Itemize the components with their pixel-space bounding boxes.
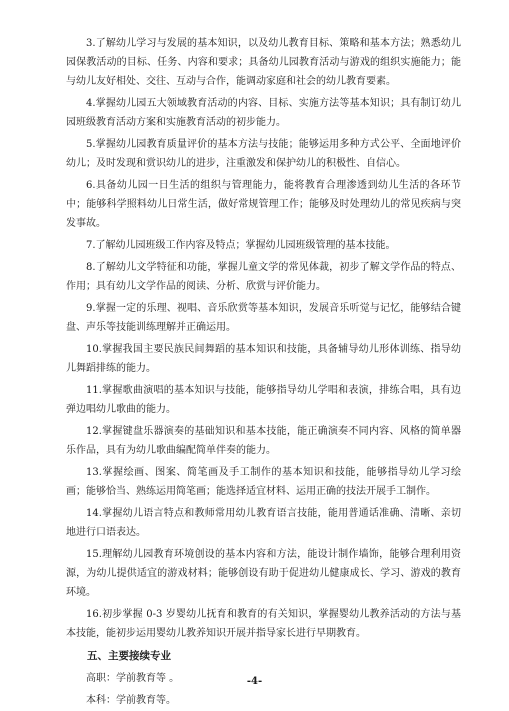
item-7 xyxy=(66,236,461,255)
item-text: 具备幼儿园一日生活的组织与管理能力，能将教育合理渗透到幼儿生活的各环节中；能够科学照料幼儿日常生活，做好常规管理工作；能够及时处理幼儿的常见疾病与突发事故。 xyxy=(66,180,461,229)
item-number: 6. xyxy=(86,180,96,191)
item-13 xyxy=(66,463,461,501)
item-number: 16. xyxy=(86,609,102,620)
item-text: 掌握我国主要民族民间舞蹈的基本知识和技能，具备辅导幼儿形体训练、指导幼儿舞蹈排练的能力。 xyxy=(66,344,461,374)
item-6 xyxy=(66,176,461,233)
item-4 xyxy=(66,94,461,132)
item-11 xyxy=(66,381,461,419)
item-number: 10. xyxy=(86,344,102,355)
item-text: 掌握幼儿园五大领域教育活动的内容、目标、实施方法等基本知识；具有制订幼儿园班级教育活动方案和实施教育活动的初步能力。 xyxy=(66,98,461,128)
item-number: 15. xyxy=(86,549,102,560)
item-8 xyxy=(66,258,461,296)
item-number: 12. xyxy=(86,426,102,437)
item-10 xyxy=(66,340,461,378)
item-number: 14. xyxy=(86,508,102,519)
item-5 xyxy=(66,135,461,173)
item-text: 初步掌握 0-3 岁婴幼儿抚育和教育的有关知识，掌握婴幼儿教养活动的方法与基本技能，能初步运用婴幼儿教养知识开展并指导家长进行早期教育。 xyxy=(66,609,461,639)
item-16 xyxy=(66,605,461,643)
item-number: 4. xyxy=(86,98,96,109)
item-number: 11. xyxy=(86,385,102,396)
item-12 xyxy=(66,422,461,460)
item-3 xyxy=(66,34,461,91)
section-heading: 五、主要接续专业 xyxy=(87,650,171,662)
undergraduate-line: 本科：学前教育等。 xyxy=(86,695,176,706)
item-number: 8. xyxy=(86,262,96,273)
item-text: 了解幼儿园班级工作内容及特点；掌握幼儿园班级管理的基本技能。 xyxy=(95,240,396,251)
item-text: 掌握一定的乐理、视唱、音乐欣赏等基本知识，发展音乐听觉与记忆，能够结合键盘、声乐等技能训练理解并正确运用。 xyxy=(66,303,461,333)
item-text: 掌握幼儿语言特点和教师常用幼儿教育语言技能，能用普通话准确、清晰、亲切地进行口语表达。 xyxy=(66,508,461,538)
item-9 xyxy=(66,299,461,337)
item-text: 理解幼儿园教育环境创设的基本内容和方法，能设计制作墙饰，能够合理利用资源，为幼儿提供适宜的游戏材料；能够创设有助于促进幼儿健康成长、学习、游戏的教育环境。 xyxy=(66,549,461,598)
item-text: 掌握歌曲演唱的基本知识与技能，能够指导幼儿学唱和表演，排练合唱，具有边弹边唱幼儿歌曲的能力。 xyxy=(66,385,461,415)
item-number: 7. xyxy=(86,240,96,251)
item-text: 掌握键盘乐器演奏的基础知识和基本技能，能正确演奏不同内容、风格的简单器乐作品，具有为幼儿歌曲编配简单伴奏的能力。 xyxy=(66,426,461,456)
item-number: 9. xyxy=(86,303,96,314)
item-text: 掌握幼儿园教育质量评价的基本方法与技能；能够运用多种方式公平、全面地评价幼儿；及时发现和赏识幼儿的进步，注重激发和保护幼儿的积极性、自信心。 xyxy=(66,139,461,169)
item-number: 13. xyxy=(86,467,102,478)
page-number: -4- xyxy=(246,676,263,687)
higher-vocational-line: 高职：学前教育等 。 xyxy=(86,673,180,684)
item-number: 3. xyxy=(86,38,96,49)
item-number: 5. xyxy=(86,139,96,150)
item-14 xyxy=(66,504,461,542)
item-text: 了解幼儿学习与发展的基本知识，以及幼儿教育目标、策略和基本方法；熟悉幼儿园保教活动的目标、任务、内容和要求；具备幼儿园教育活动与游戏的组织实施能力；能与幼儿友好相处、交往、互动与合作，能调动家庭和社会的幼儿教育要素。 xyxy=(66,38,461,87)
item-text: 了解幼儿文学特征和功能，掌握儿童文学的常见体裁，初步了解文学作品的特点、作用；具有幼儿文学作品的阅读、分析、欣赏与评价能力。 xyxy=(66,262,461,292)
item-15 xyxy=(66,545,461,602)
item-text: 掌握绘画、图案、简笔画及手工制作的基本知识和技能，能够指导幼儿学习绘画；能够恰当、熟练运用简笔画；能选择适宜材料、运用正确的技法开展手工制作。 xyxy=(66,467,461,497)
